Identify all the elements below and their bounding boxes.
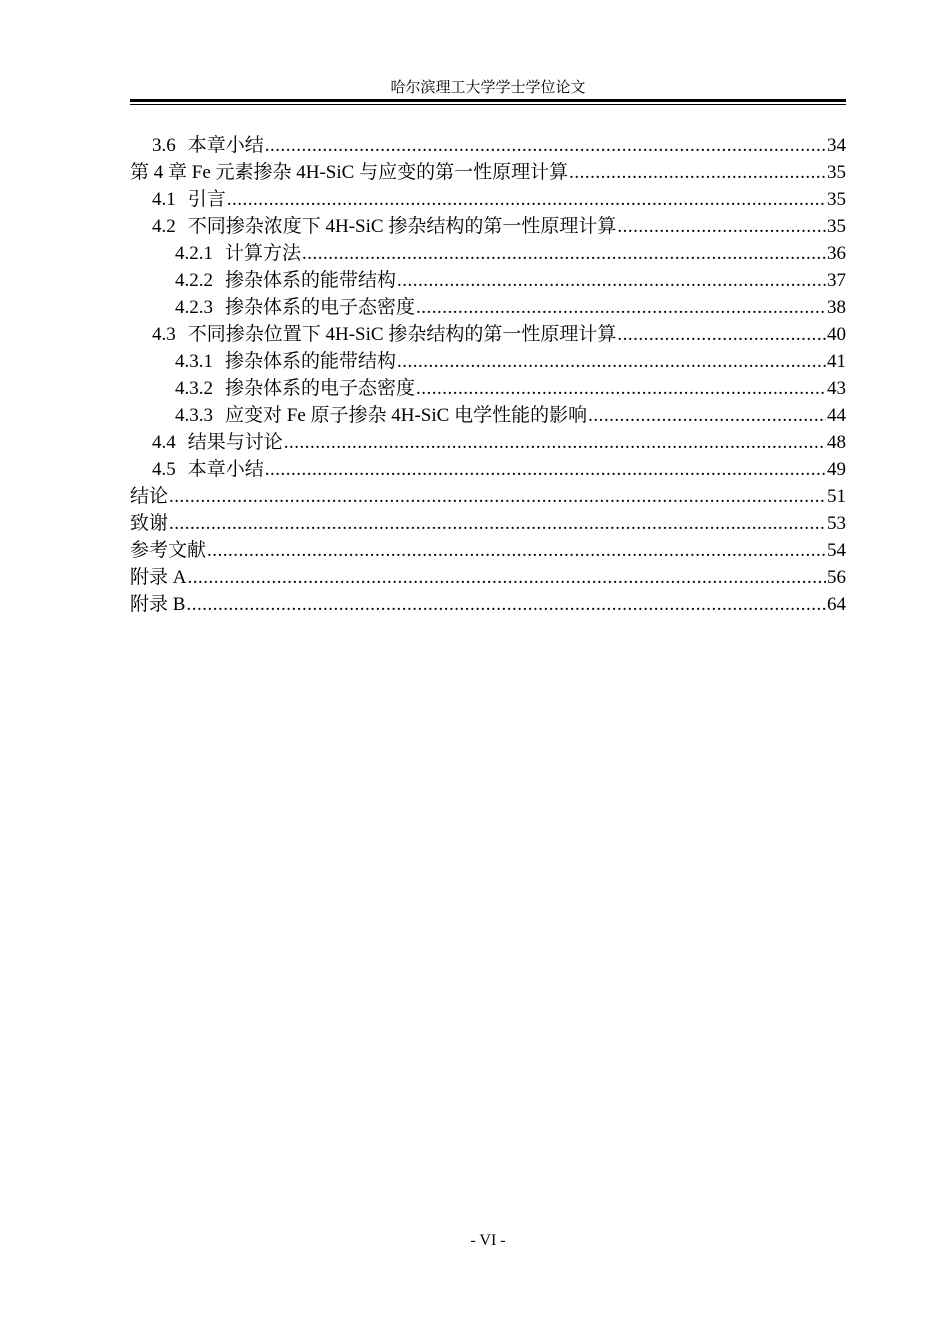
toc-leader-dots (416, 375, 826, 402)
toc-entry-number: 4.3.1 (175, 351, 213, 372)
toc-leader-dots (302, 240, 826, 267)
toc-entry-page: 48 (827, 432, 846, 453)
toc-entry-number: 4.3 (152, 324, 176, 345)
toc-entry-page: 49 (827, 459, 846, 480)
toc-entry-title: 第 4 章 Fe 元素掺杂 4H-SiC 与应变的第一性原理计算 (130, 162, 569, 183)
toc-entry-title: 不同掺杂位置下 4H-SiC 掺杂结构的第一性原理计算 (187, 324, 617, 345)
toc-leader-dots (207, 537, 826, 564)
toc-entry[interactable] (130, 240, 846, 267)
toc-entry[interactable] (130, 456, 846, 483)
toc-entry[interactable] (130, 132, 846, 159)
toc-entry-title: 致谢 (130, 513, 169, 534)
toc-leader-dots (265, 456, 826, 483)
toc-entry-title: 掺杂体系的电子态密度 (225, 378, 416, 399)
toc-entry[interactable] (130, 537, 846, 564)
toc-entry[interactable] (130, 591, 846, 618)
toc-entry-title: 应变对 Fe 原子掺杂 4H-SiC 电学性能的影响 (225, 405, 588, 426)
toc-leader-dots (416, 294, 826, 321)
toc-entry-number: 4.5 (152, 459, 176, 480)
toc-leader-dots (265, 132, 826, 159)
toc-entry-page: 35 (827, 189, 846, 210)
page-number-footer: - VI - (470, 1232, 506, 1249)
toc-entry[interactable] (130, 510, 846, 537)
toc-entry-number: 4.2.2 (175, 270, 213, 291)
toc-entry[interactable] (130, 213, 846, 240)
toc-entry-title: 掺杂体系的能带结构 (225, 351, 397, 372)
toc-entry-page: 40 (827, 324, 846, 345)
toc-entry-number: 4.3.3 (175, 405, 213, 426)
table-of-contents (130, 132, 846, 618)
header-rule-thin (130, 104, 846, 105)
toc-leader-dots (186, 591, 826, 618)
toc-leader-dots (284, 429, 826, 456)
toc-entry-title: 结果与讨论 (187, 432, 283, 453)
toc-leader-dots (169, 483, 826, 510)
toc-entry-page: 64 (827, 594, 846, 615)
header-rule-thick (130, 99, 846, 102)
toc-entry[interactable] (130, 402, 846, 429)
toc-entry-title: 不同掺杂浓度下 4H-SiC 掺杂结构的第一性原理计算 (187, 216, 617, 237)
toc-entry-page: 36 (827, 243, 846, 264)
toc-entry[interactable] (130, 159, 846, 186)
toc-leader-dots (169, 510, 826, 537)
toc-leader-dots (397, 348, 826, 375)
toc-entry-page: 35 (827, 216, 846, 237)
page-header: 哈尔滨理工大学学士学位论文 (390, 80, 586, 96)
toc-entry-title: 附录 B (130, 594, 186, 615)
toc-leader-dots (397, 267, 826, 294)
toc-entry-page: 56 (827, 567, 846, 588)
toc-entry-page: 34 (827, 135, 846, 156)
toc-entry-title: 本章小结 (187, 135, 264, 156)
toc-entry[interactable] (130, 348, 846, 375)
toc-leader-dots (187, 564, 826, 591)
toc-entry-title: 计算方法 (225, 243, 302, 264)
toc-entry[interactable] (130, 483, 846, 510)
toc-entry-title: 掺杂体系的能带结构 (225, 270, 397, 291)
toc-entry[interactable] (130, 375, 846, 402)
toc-entry-number: 4.3.2 (175, 378, 213, 399)
toc-entry-title: 参考文献 (130, 540, 207, 561)
toc-entry[interactable] (130, 267, 846, 294)
toc-entry-page: 44 (827, 405, 846, 426)
toc-entry-page: 54 (827, 540, 846, 561)
toc-leader-dots (588, 402, 826, 429)
toc-entry-number: 4.1 (152, 189, 176, 210)
toc-entry-number: 4.2.3 (175, 297, 213, 318)
toc-entry-page: 51 (827, 486, 846, 507)
toc-entry-page: 43 (827, 378, 846, 399)
toc-entry-number: 4.4 (152, 432, 176, 453)
toc-leader-dots (617, 321, 826, 348)
toc-entry[interactable] (130, 429, 846, 456)
toc-entry-number: 4.2.1 (175, 243, 213, 264)
toc-entry-number: 3.6 (152, 135, 176, 156)
toc-leader-dots (569, 159, 826, 186)
toc-entry-title: 掺杂体系的电子态密度 (225, 297, 416, 318)
toc-entry[interactable] (130, 294, 846, 321)
toc-entry-title: 附录 A (130, 567, 187, 588)
toc-entry-page: 41 (827, 351, 846, 372)
toc-entry[interactable] (130, 564, 846, 591)
toc-entry[interactable] (130, 321, 846, 348)
toc-entry-title: 引言 (187, 189, 226, 210)
toc-entry[interactable] (130, 186, 846, 213)
toc-entry-title: 本章小结 (187, 459, 264, 480)
toc-entry-page: 38 (827, 297, 846, 318)
toc-entry-number: 4.2 (152, 216, 176, 237)
toc-entry-page: 37 (827, 270, 846, 291)
toc-entry-title: 结论 (130, 486, 169, 507)
toc-entry-page: 53 (827, 513, 846, 534)
toc-leader-dots (617, 213, 826, 240)
toc-leader-dots (227, 186, 826, 213)
toc-entry-page: 35 (827, 162, 846, 183)
